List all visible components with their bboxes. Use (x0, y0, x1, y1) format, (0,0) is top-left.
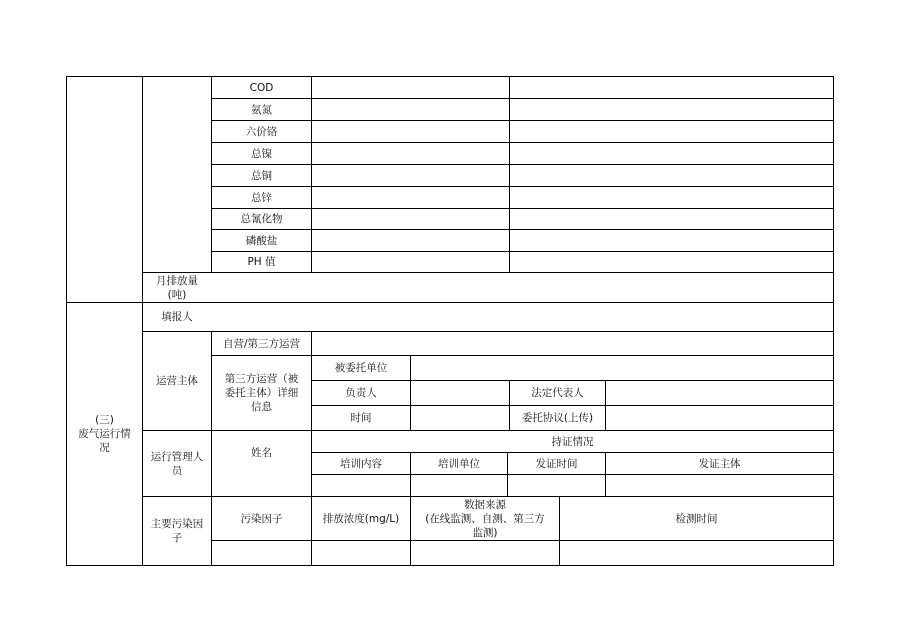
water-item-chromium: 六价铬 (245, 125, 278, 138)
ops-staff-label: 运行管理人 员 (150, 450, 204, 477)
column-divider (410, 355, 411, 431)
monthly-discharge-label: 月排放量 (吨) (156, 274, 198, 301)
table-border-bottom (66, 565, 834, 566)
cert-status-label: 持证情况 (551, 435, 594, 448)
column-divider (605, 380, 606, 431)
staff-name-label: 姓名 (251, 446, 272, 459)
gas-section-title: (三) 废气运行情 况 (78, 414, 131, 454)
column-divider (311, 76, 312, 273)
water-item-cyanide: 总氰化物 (240, 213, 283, 225)
person-in-charge-label: 负责人 (345, 387, 377, 399)
check-time-label: 检测时间 (675, 512, 718, 525)
water-item-cod: COD (249, 81, 274, 94)
row-divider (142, 272, 834, 273)
reporter-label: 填报人 (161, 311, 193, 323)
emission-conc-label: 排放浓度(mg/L) (322, 512, 400, 525)
data-source-label: 数据来源 (在线监测、自测、第三方 监测) (425, 498, 545, 539)
entrusted-unit-label: 被委托单位 (334, 362, 388, 374)
agreement-label: 委托协议(上传) (521, 412, 594, 424)
column-divider (311, 331, 312, 356)
issuer-label: 发证主体 (698, 457, 741, 470)
water-item-copper: 总铜 (251, 169, 272, 182)
water-item-zinc: 总锌 (251, 191, 272, 204)
table-border-top (66, 76, 834, 77)
training-unit-label: 培训单位 (438, 457, 480, 470)
training-content-label: 培训内容 (340, 457, 382, 470)
row-divider (211, 540, 834, 541)
row-divider (311, 474, 834, 475)
water-item-phosphate: 磷酸盐 (245, 234, 278, 247)
main-pollutants-label: 主要污染因 子 (150, 518, 204, 544)
water-item-nickel: 总镍 (251, 147, 272, 160)
water-item-ammonia: 氨氮 (251, 103, 272, 116)
table-border-right (833, 76, 834, 566)
third-party-detail-label: 第三方运营（被 委托主体）详细 信息 (224, 373, 299, 413)
self-or-third-label: 自营/第三方运营 (222, 337, 301, 350)
column-divider (509, 76, 510, 273)
pollutant-factor-label: 污染因子 (240, 512, 283, 525)
issue-time-label: 发证时间 (535, 457, 578, 470)
time-label: 时间 (350, 412, 372, 424)
legal-rep-label: 法定代表人 (531, 387, 584, 399)
water-item-ph: PH 值 (247, 256, 276, 268)
operator-subject-label: 运营主体 (156, 375, 198, 387)
